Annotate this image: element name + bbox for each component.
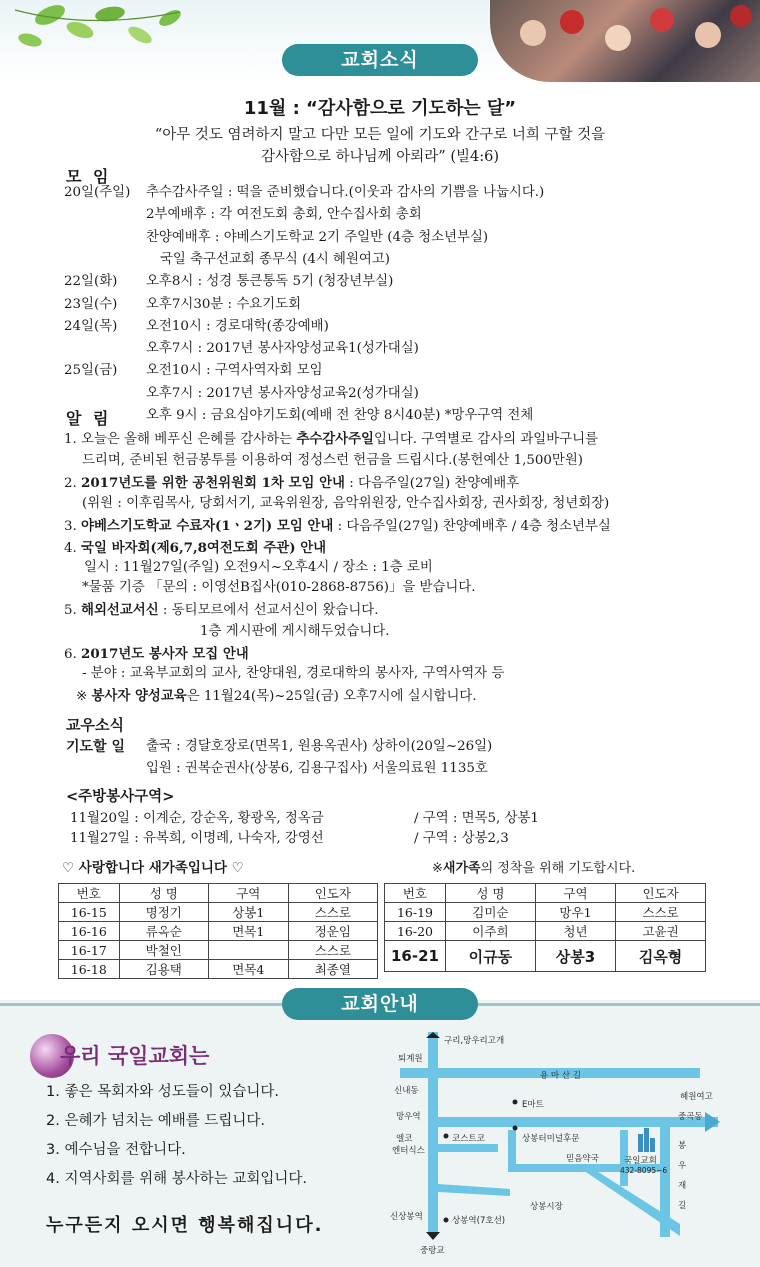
newcomers-note: ※새가족의 정착을 위해 기도합시다. <box>432 861 636 876</box>
table-cell: 정운임 <box>288 922 377 941</box>
section-title-church-info: 교회안내 <box>282 988 478 1020</box>
table-row <box>385 941 706 972</box>
table-cell: 최종열 <box>288 960 377 979</box>
costco-marker-icon <box>444 1134 449 1139</box>
map-label-elco: 엘코 <box>396 1134 413 1144</box>
table-cell: 16-21 <box>385 941 446 972</box>
meeting-date: 22일(화) <box>64 274 118 289</box>
meeting-date: 23일(수) <box>64 297 118 312</box>
table-cell: 박철인 <box>119 941 208 960</box>
newcomers-heading: ♡ 사랑합니다 새가족입니다 ♡ <box>62 860 244 876</box>
kitchen-week1-zone: / 구역 : 면목5, 상봉1 <box>414 811 539 826</box>
table-header: 번호 <box>59 884 120 903</box>
table-cell: 면목4 <box>208 960 288 979</box>
church-info-item: 3. 예수님을 전합니다. <box>46 1142 186 1158</box>
prayer-label: 기도할 일 <box>66 739 125 755</box>
map-label-pharmacy: 믿음약국 <box>566 1154 599 1164</box>
table-cell: 명정기 <box>119 903 208 922</box>
table-header: 성 명 <box>445 884 535 903</box>
map-label-toegyewon: 퇴계원 <box>398 1054 423 1064</box>
table-header: 구역 <box>535 884 615 903</box>
newcomers-table-right <box>384 883 706 972</box>
station-marker-icon <box>444 1218 449 1223</box>
table-cell: 상봉1 <box>208 903 288 922</box>
meeting-item: 오후7시 : 2017년 봉사자양성교육1(성가대실) <box>146 341 419 356</box>
notice-1: 1. 오늘은 올해 베푸신 은혜를 감사하는 추수감사주일입니다. 구역별로 감사의 과일바구니를 <box>64 431 598 447</box>
table-row <box>59 903 378 922</box>
map-label-phone: 432-8095~6 <box>620 1166 668 1175</box>
emart-marker-icon <box>513 1100 518 1105</box>
table-cell: 이주희 <box>445 922 535 941</box>
table-cell: 김옥형 <box>616 941 706 972</box>
table-cell: 상봉3 <box>535 941 615 972</box>
newcomers-table-left <box>58 883 378 979</box>
table-header: 인도자 <box>288 884 377 903</box>
map-label-bongujae-road: 봉 우 재 길 <box>678 1141 687 1211</box>
notice-1-line2: 드리며, 준비된 헌금봉투를 이용하여 정성스런 헌금을 드립시다.(봉헌예산 1,500만원) <box>82 453 584 468</box>
table-cell: 스스로 <box>288 903 377 922</box>
notice-6: 6. 2017년도 봉사자 모집 안내 <box>64 646 249 662</box>
kitchen-week1: 11월20일 : 이계순, 강순옥, 황광옥, 정옥금 <box>70 811 324 826</box>
meeting-date: 20일(주일) <box>64 185 131 200</box>
meeting-item: 2부예배후 : 각 여전도회 총회, 안수집사회 총회 <box>146 207 422 222</box>
notice-5-line2: 1층 게시판에 게시해두었습니다. <box>200 624 390 639</box>
meeting-item: 오후7시30분 : 수요기도회 <box>146 297 302 312</box>
notice-4-line2: 일시 : 11월27일(주일) 오전9시~오후4시 / 장소 : 1층 로비 <box>84 560 433 575</box>
map-label-junggokdong: 중곡동 <box>678 1112 703 1122</box>
meetings-heading: 모 임 <box>66 167 112 186</box>
church-info-title: 우리 국일교회는 <box>60 1044 210 1068</box>
notice-3: 3. 야베스기도학교 수료자(1ㆍ2기) 모임 안내 : 다음주일(27일) 찬양예배후 / 4층 청소년부실 <box>64 518 611 534</box>
map-label-entersix: 엔터식스 <box>392 1146 425 1156</box>
table-cell: 16-19 <box>385 903 446 922</box>
members-news-heading: 교우소식 <box>66 716 124 734</box>
map-label-terminal: 상봉터미널후문 <box>522 1134 580 1144</box>
welcome-message: 누구든지 오시면 행복해집니다. <box>46 1215 324 1236</box>
arrow-right-icon <box>705 1112 720 1132</box>
kitchen-heading: <주방봉사구역> <box>66 789 175 805</box>
section-title-news: 교회소식 <box>282 44 478 76</box>
meeting-item: 오후8시 : 성경 통큰통독 5기 (청장년부실) <box>146 274 394 289</box>
map-label-sinsangbong: 신상봉역 <box>390 1212 423 1222</box>
meeting-date: 24일(목) <box>64 319 118 334</box>
meeting-item: 찬양예배후 : 야베스기도학교 2기 주일반 (4층 청소년부실) <box>146 230 489 245</box>
map-label-sangbong-station: 상봉역(7호선) <box>452 1216 506 1226</box>
table-header: 인도자 <box>616 884 706 903</box>
church-info-item: 1. 좋은 목회자와 성도들이 있습니다. <box>46 1084 279 1100</box>
table-row <box>59 960 378 979</box>
church-info-list <box>46 1078 307 1194</box>
notice-2: 2. 2017년도를 위한 공천위원회 1차 모임 안내 : 다음주일(27일) 찬양예배후 <box>64 475 520 491</box>
notices-heading: 알 림 <box>66 409 112 428</box>
notice-4-line3: *물품 기증 「문의 : 이영선B집사(010-2868-8756)」을 받습니다. <box>82 580 476 595</box>
table-cell: 16-17 <box>59 941 120 960</box>
month-theme-title: 11월 : “감사함으로 기도하는 달” <box>243 98 517 119</box>
map-label-mangu-station: 망우역 <box>396 1112 421 1122</box>
map-label-sinnaedong: 신내동 <box>394 1086 419 1096</box>
notice-6-line3: ※ 봉사자 양성교육은 11월24(목)~25일(금) 오후7시에 실시합니다. <box>76 688 477 704</box>
kitchen-week2-zone: / 구역 : 상봉2,3 <box>414 831 509 846</box>
meeting-date: 25일(금) <box>64 363 118 378</box>
map-label-guri: 구리,망우리고개 <box>444 1036 505 1046</box>
map-label-church: 국일교회 <box>624 1156 657 1166</box>
notice-5: 5. 해외선교서신 : 동티모르에서 선교서신이 왔습니다. <box>64 602 379 618</box>
terminal-marker-icon <box>513 1126 518 1131</box>
map-label-yongmasan: 용 마 산 길 <box>540 1071 581 1081</box>
kitchen-week2: 11월27일 : 유복희, 이명례, 나숙자, 강영선 <box>70 831 324 846</box>
table-cell: 스스로 <box>616 903 706 922</box>
table-cell: 김미순 <box>445 903 535 922</box>
table-cell: 16-16 <box>59 922 120 941</box>
table-cell: 망우1 <box>535 903 615 922</box>
table-header: 구역 <box>208 884 288 903</box>
table-row <box>385 922 706 941</box>
table-cell: 고윤권 <box>616 922 706 941</box>
table-header: 성 명 <box>119 884 208 903</box>
meeting-item: 오후7시 : 2017년 봉사자양성교육2(성가대실) <box>146 386 419 401</box>
table-cell: 면목1 <box>208 922 288 941</box>
directions-map <box>380 1024 750 1260</box>
bible-verse: “아무 것도 염려하지 말고 다만 모든 일에 기도와 간구로 너희 구할 것을 감사함으로 하나님께 아뢰라” (빌4:6) <box>154 127 606 165</box>
meeting-item: 오전10시 : 경로대학(종강예배) <box>146 319 329 334</box>
meeting-item: 오후 9시 : 금요심야기도회(예배 전 찬양 8시40분) *망우구역 전체 <box>146 408 534 423</box>
map-label-emart: E마트 <box>522 1100 544 1110</box>
church-building-icon <box>638 1128 655 1152</box>
table-cell: 스스로 <box>288 941 377 960</box>
prayer-item-1: 출국 : 경달호장로(면목1, 원용옥권사) 상하이(20일~26일) <box>146 739 493 754</box>
church-info-item: 4. 지역사회를 위해 봉사하는 교회입니다. <box>46 1171 307 1187</box>
table-cell: 청년 <box>535 922 615 941</box>
table-cell: 16-20 <box>385 922 446 941</box>
meeting-item: 추수감사주일 : 떡을 준비했습니다.(이웃과 감사의 기쁨을 나눕시다.) <box>146 185 545 200</box>
table-row <box>385 903 706 922</box>
notice-4: 4. 국일 바자회(제6,7,8여전도회 주관) 안내 <box>64 540 327 556</box>
map-label-costco: 코스트코 <box>452 1134 485 1144</box>
meeting-item: 국일 축구선교회 종무식 (4시 혜원여고) <box>160 252 391 267</box>
notice-2-line2: (위원 : 이후림목사, 당회서기, 교육위원장, 음악위원장, 안수집사회장, 권사회장, 청년회장) <box>82 496 610 511</box>
leaves-decoration <box>10 0 220 60</box>
meeting-item: 오전10시 : 구역사역자회 모임 <box>146 363 323 378</box>
map-label-market: 상봉시장 <box>530 1202 563 1212</box>
notice-6-line2: - 분야 : 교육부교회의 교사, 찬양대원, 경로대학의 봉사자, 구역사역자 등 <box>82 666 505 681</box>
map-label-jungnang: 중랑교 <box>420 1246 445 1256</box>
church-info-item: 2. 은혜가 넘치는 예배를 드립니다. <box>46 1113 265 1129</box>
table-cell <box>208 941 288 960</box>
map-label-hyewon: 혜원여고 <box>680 1092 713 1102</box>
table-cell: 16-18 <box>59 960 120 979</box>
choir-photo <box>490 0 760 82</box>
prayer-item-2: 입원 : 권복순권사(상봉6, 김용구집사) 서울의료원 1135호 <box>146 761 488 776</box>
table-row <box>59 941 378 960</box>
table-cell: 류옥순 <box>119 922 208 941</box>
table-header: 번호 <box>385 884 446 903</box>
table-row <box>59 922 378 941</box>
arrow-down-icon <box>426 1232 440 1240</box>
table-cell: 이규동 <box>445 941 535 972</box>
table-cell: 16-15 <box>59 903 120 922</box>
table-cell: 김용택 <box>119 960 208 979</box>
